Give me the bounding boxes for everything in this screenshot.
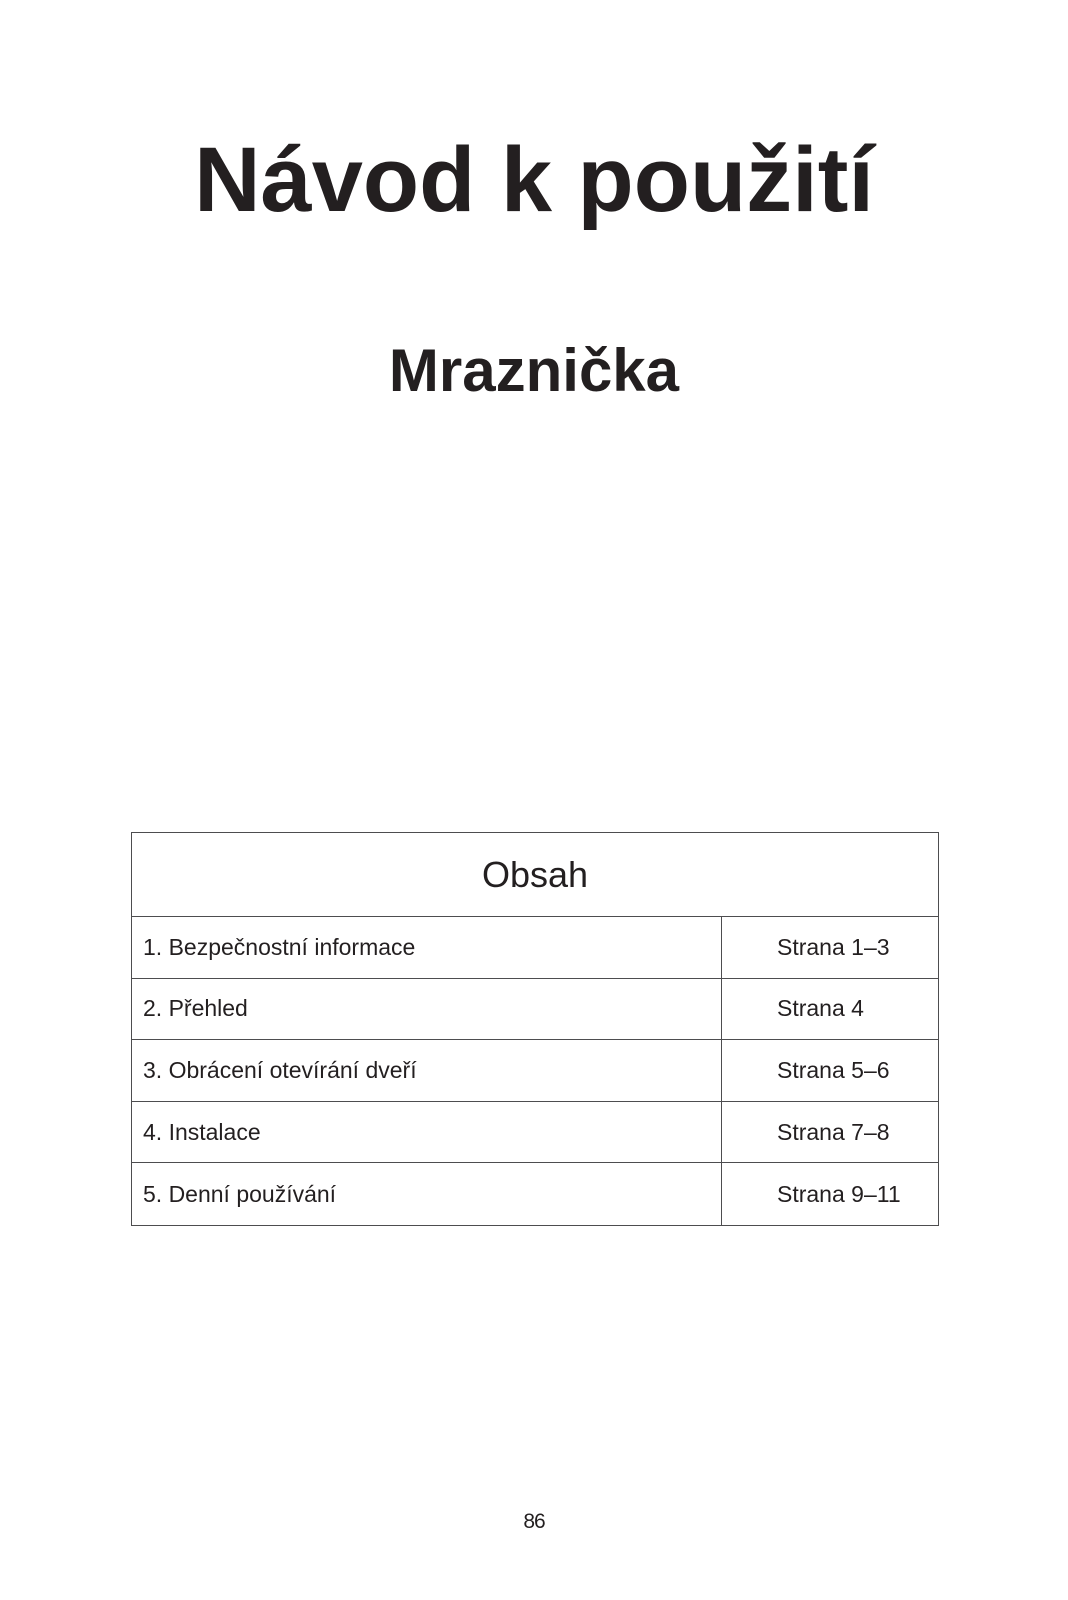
toc-row — [132, 979, 938, 1041]
toc-row-page: Strana 5–6 — [777, 1056, 890, 1083]
toc-row — [132, 1163, 938, 1225]
document-subtitle: Mraznička — [388, 337, 680, 404]
toc-row — [132, 1040, 938, 1102]
toc-row-page: Strana 9–11 — [777, 1180, 901, 1207]
page-number: 86 — [523, 1510, 545, 1533]
toc-row-label: 1. Bezpečnostní informace — [132, 917, 722, 978]
toc-row-page: Strana 7–8 — [777, 1118, 890, 1145]
toc-heading: Obsah — [132, 833, 938, 917]
toc-row — [132, 1102, 938, 1164]
toc-row-page: Strana 4 — [777, 995, 864, 1022]
table-of-contents — [131, 832, 939, 1226]
toc-row-label: 5. Denní používání — [132, 1163, 722, 1225]
toc-row-label: 4. Instalace — [132, 1102, 722, 1163]
toc-row-label: 2. Přehled — [132, 979, 722, 1040]
toc-row-label: 3. Obrácení otevírání dveří — [132, 1040, 722, 1101]
document-title: Návod k použití — [194, 129, 874, 231]
toc-row — [132, 917, 938, 979]
toc-row-page: Strana 1–3 — [777, 933, 890, 960]
